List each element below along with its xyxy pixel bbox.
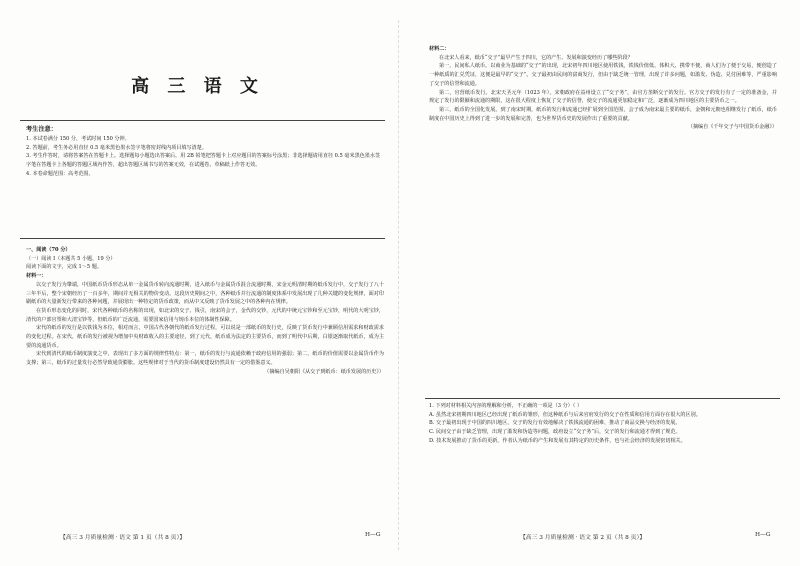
page-footer: 【高三 3 月质量检测 · 语文 第 2 页（共 8 页）】: [520, 535, 646, 541]
page-code: H—G: [365, 532, 381, 538]
intro-paragraph: 在北宋人看来，纸币“交子”最早产生于四川，它的产生、发展和演变经历了哪些阶段？: [439, 54, 633, 61]
page-title: 高 三 语 文: [131, 76, 264, 97]
option-b: B. 交子最初出现于中国的四川地区，交子的发行有效地解决了铁钱流通的困难，推动了商品交换与经济的发展。: [429, 420, 681, 427]
question-1: [429, 402, 777, 446]
page-footer: 【高三 3 月质量检测 · 语文 第 1 页（共 8 页）】: [60, 535, 186, 541]
option-d: D. 技术发展推动了货币的更新，作者认为纸币的产生和发展有其特定的历史条件，也与社会经济的发展密切相关。: [429, 437, 686, 444]
paragraph: 第二，官营纸币发行。北宋天圣元年（1023 年），宋朝政府在益州设立了“交子务”，由官方垄断交子的发行。官方交子的发行有了一定的准备金，并规定了发行的限额和流通的期限，这在很大程度上恢复了交子的信誉，使交子的流通更加稳定和广泛，逐渐成为四川地区的主要货币之一。: [429, 89, 777, 105]
notes-heading: 考生注意：: [26, 126, 57, 133]
divider-line: [20, 120, 385, 121]
section-heading: 一、阅读（70 分）: [26, 247, 71, 253]
option-a: A. 虽然北宋初期四川地区已经出现了纸币的雏形，但这种纸币与后来官府发行的交子在性质和信用方面存在很大的区别。: [429, 411, 701, 418]
material-label: 材料二：: [429, 46, 450, 52]
option-c: C. 民间交子由于缺乏管理，出现了滥发和伪造等问题，政府设立“交子务”后，交子的发行和流通才得到了规范。: [429, 429, 681, 436]
note-item: 1. 本试卷满分 150 分，考试时间 150 分钟。: [26, 136, 130, 142]
left-page: [0, 0, 395, 566]
paragraph: 第一，民间私人纸币。以商业为基础的“交子”的出现，北宋初年四川地区使用铁钱，铁钱价值低、体积大、携带不便，商人们为了便于交易，便创造了一种纸质的汇兑凭证，这便是最早的“交子”。交子最初由民间的富商发行，但由于缺乏统一管理，出现了许多问题，如滥发、伪造、兑付困难等，严重影响了交子的信誉和流通。: [429, 63, 777, 87]
note-item: 2. 答题前，考生务必用直径 0.5 毫米黑色墨水签字笔将密封线内项目填写清楚。: [26, 144, 207, 151]
divider-line: [425, 398, 780, 399]
source-citation: （摘编自《千年交子与中国货币金融》）: [687, 124, 777, 131]
note-item: 3. 考生作答时，请将答案答在答题卡上。选择题每小题选出答案后，用 2B 铅笔把答题卡上对应题目的答案标号涂黑；非选择题请用直径 0.5 毫米黑色墨水签字笔在答题卡上各题的答题区域内作答，超出答题区域书写的答案无效，在试题卷、草稿纸上作答无效。: [26, 153, 381, 169]
source-citation: （摘编自吴朝阳《从交子到纸币：纸币发展的历史》）: [264, 368, 384, 375]
paragraph: 以交子发行为肇端，中国纸币货币形态从单一金属货币转向流通时期，进入纸币与金属货币混合流通时期，宋金元明清时期的纸币发行中，交子发行了八十三年半后，整个宋朝经历了一百多年，期间并无相关的物价变动。这段历史期间之中，各种纸币并行流通的制度体系中发展出现了几种关键的变化规律，面对印刷纸币的大量新发行带来的各种问题，并展现出一种特定的货币政策，而从中又反映了货币发展之中的各种内在规律。: [26, 281, 384, 306]
subsection-heading: （一）阅读 Ⅰ（本题共 5 小题，19 分）: [26, 255, 116, 262]
paragraph: 第三，纸币的全国化发展。到了南宋时期，纸币的发行和流通已经扩展到全国范围，会子成为南宋最主要的纸币，金朝和元朝也相继发行了纸币，纸币制度在中国历史上得到了进一步的发展和完善，也为世界货币史的发展作出了重要的贡献。: [429, 106, 777, 122]
exam-notes: [26, 124, 384, 179]
paragraph: 宋代的纸币的发行是以铁钱为本位，相对而言，中国古代各朝代的纸币发行过程，可以说是一部纸币的发行史，反映了货币发行中兼顾信用需求和财政需求的变化过程。在宋代，纸币的发行被视为增加中央财政收入的主要途径，到了元代，纸币成为法定的主要货币，而到了明代中后期，白银逐渐取代纸币，成为主要的流通货币。: [26, 325, 384, 349]
paragraph: 宋代到清代的纸币制度演变之中，表现出了多方面的规律性特点：第一，纸币的发行与流通依赖于政府信用的强弱；第二，纸币的价值需要以金属货币作为支撑；第三，纸币的过量发行必然导致通货膨胀。这些规律对于当代的货币制度建设仍然具有一定的借鉴意义。: [26, 351, 384, 367]
question-stem: 1. 下列对材料相关内容的理解和分析，不正确的一项是（3 分）（ ）: [429, 403, 583, 409]
material-two: [429, 45, 777, 132]
paragraph: 在货币形态变化的同时，宋代各种纸币的名称的出现，如北宋的交子、钱引，南宋的会子，金代的交钞，元代的中统元宝钞和至元宝钞，明代的大明宝钞，清代的户部官票和大清宝钞等，但纸币的广泛流通，需要国家信用与铸币本位的体制性保障。: [26, 307, 384, 323]
material-label: 材料一：: [26, 273, 47, 280]
note-item: 4. 本卷命题范围：高考范围。: [26, 170, 94, 177]
page-code: H—G: [755, 532, 771, 538]
divider-line: [20, 238, 385, 239]
reading-section: [26, 246, 384, 377]
page-divider: [398, 20, 399, 550]
instruction: 阅读下面的文字，完成 1～5 题。: [26, 264, 102, 271]
